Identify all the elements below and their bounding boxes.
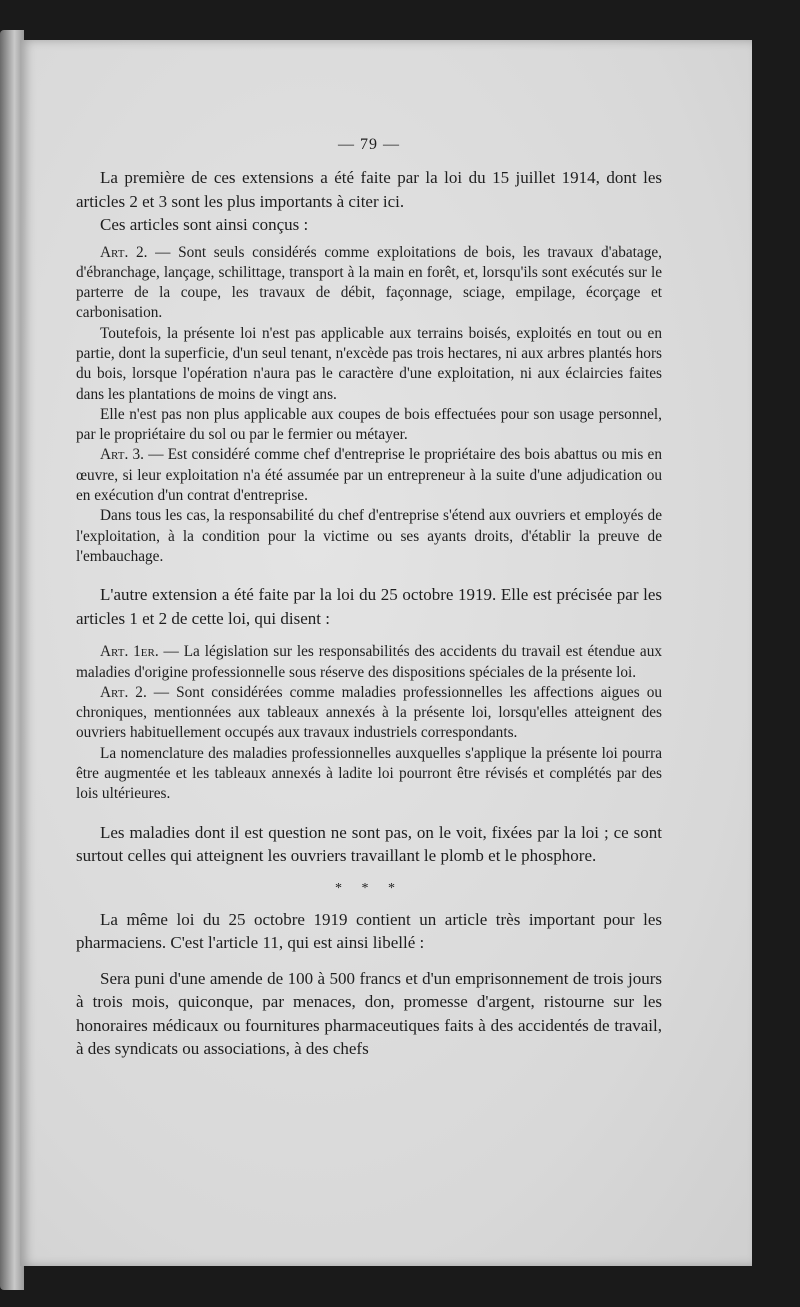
article-label: Art. 2. xyxy=(100,243,148,261)
article-label: Art. 1er. xyxy=(100,643,159,661)
paragraph-sera-puni: Sera puni d'une amende de 100 à 500 francs et d'un emprisonnement de trois jours à trois mois, quiconque, par menaces, don, promesse d'argent, ristourne sur les honoraires médicaux ou fournitures pharmaceutiques faits à des accidentés de travail, à des syndicats ou associations, à des chefs xyxy=(76,968,662,1059)
paragraph-autre-extension: L'autre extension a été faite par la loi du 25 octobre 1919. Elle est précisée par les articles 1 et 2 de cette loi, qui disent : xyxy=(76,585,662,628)
paragraph-intro: La première de ces extensions a été faite par la loi du 15 juillet 1914, dont les articles 2 et 3 sont les plus importants à citer ici. xyxy=(76,168,662,211)
article-3-1914 xyxy=(76,445,662,506)
paragraph-meme-loi: La même loi du 25 octobre 1919 contient un article très important pour les pharmaciens. C'est l'article 11, qui est ainsi libellé : xyxy=(76,909,662,953)
paragraph-toutefois: Toutefois, la présente loi n'est pas applicable aux terrains boisés, exploités en tout ou en partie, dont la superficie, d'un seul tenant, n'excède pas trois hectares, ni aux arbres plantés hors du bois, lorsque l'opération n'aura pas le caractère d'une exploitation, ni aux éclaircies faites dans les plantations de moins de vingt ans. xyxy=(76,324,662,403)
paragraph-maladies: Les maladies dont il est question ne sont pas, on le voit, fixées par la loi ; ce sont surtout celles qui atteignent les ouvriers travaillant le plomb et le phosphore. xyxy=(76,822,662,866)
article-text: — Est considéré comme chef d'entreprise le propriétaire des bois abattus ou mis en œuvre, si leur exploitation n'a été assumée par un entrepreneur à la suite d'une adjudication ou en exécution d'un contrat d'entreprise. xyxy=(76,446,662,505)
paragraph-conditions: Ces articles sont ainsi conçus : xyxy=(100,215,309,234)
paragraph-elle: Elle n'est pas non plus applicable aux coupes de bois effectuées pour son usage personnel, par le propriétaire du sol ou par le fermier ou métayer. xyxy=(76,405,662,444)
section-separator: * * * xyxy=(335,880,403,896)
page-number: — 79 — xyxy=(338,136,400,153)
article-2-1914 xyxy=(76,243,662,324)
page-content xyxy=(76,136,662,1061)
article-text: — Sont considérées comme maladies professionnelles les affections aigues ou chroniques, mentionnées aux tableaux annexés à la présente loi, lorsqu'elles atteignent des ouvriers habituellement occupés aux travaux industriels correspondants. xyxy=(76,683,662,742)
article-2-1919 xyxy=(76,683,662,744)
article-label: Art. 2. xyxy=(100,683,147,701)
article-text: — Sont seuls considérés comme exploitations de bois, les travaux d'abatage, d'ébranchage, lançage, schilittage, transport à la main en forêt, et, lorsqu'ils sont exécutés sur le parterre de la coupe, les travaux de débit, façonnage, sciage, empilage, écorçage et carbonisation. xyxy=(76,243,662,322)
paragraph-dans-tous: Dans tous les cas, la responsabilité du chef d'entreprise s'étend aux ouvriers et employés de l'exploitation, à la condition pour la victime ou ses ayants droits, d'établir la preuve de l'embauchage. xyxy=(76,507,662,565)
article-1-1919 xyxy=(76,642,662,683)
book-page xyxy=(20,40,752,1266)
article-text: — La législation sur les responsabilités des accidents du travail est étendue aux maladies d'origine professionnelle sous réserve des dispositions spéciales de la présente loi. xyxy=(76,643,662,681)
article-label: Art. 3. xyxy=(100,446,144,464)
paragraph-nomenclature: La nomenclature des maladies professionnelles auxquelles s'applique la présente loi pourra être augmentée et les tableaux annexés à ladite loi pourront être révisés et complétés par des lois ultérieures. xyxy=(76,744,662,803)
